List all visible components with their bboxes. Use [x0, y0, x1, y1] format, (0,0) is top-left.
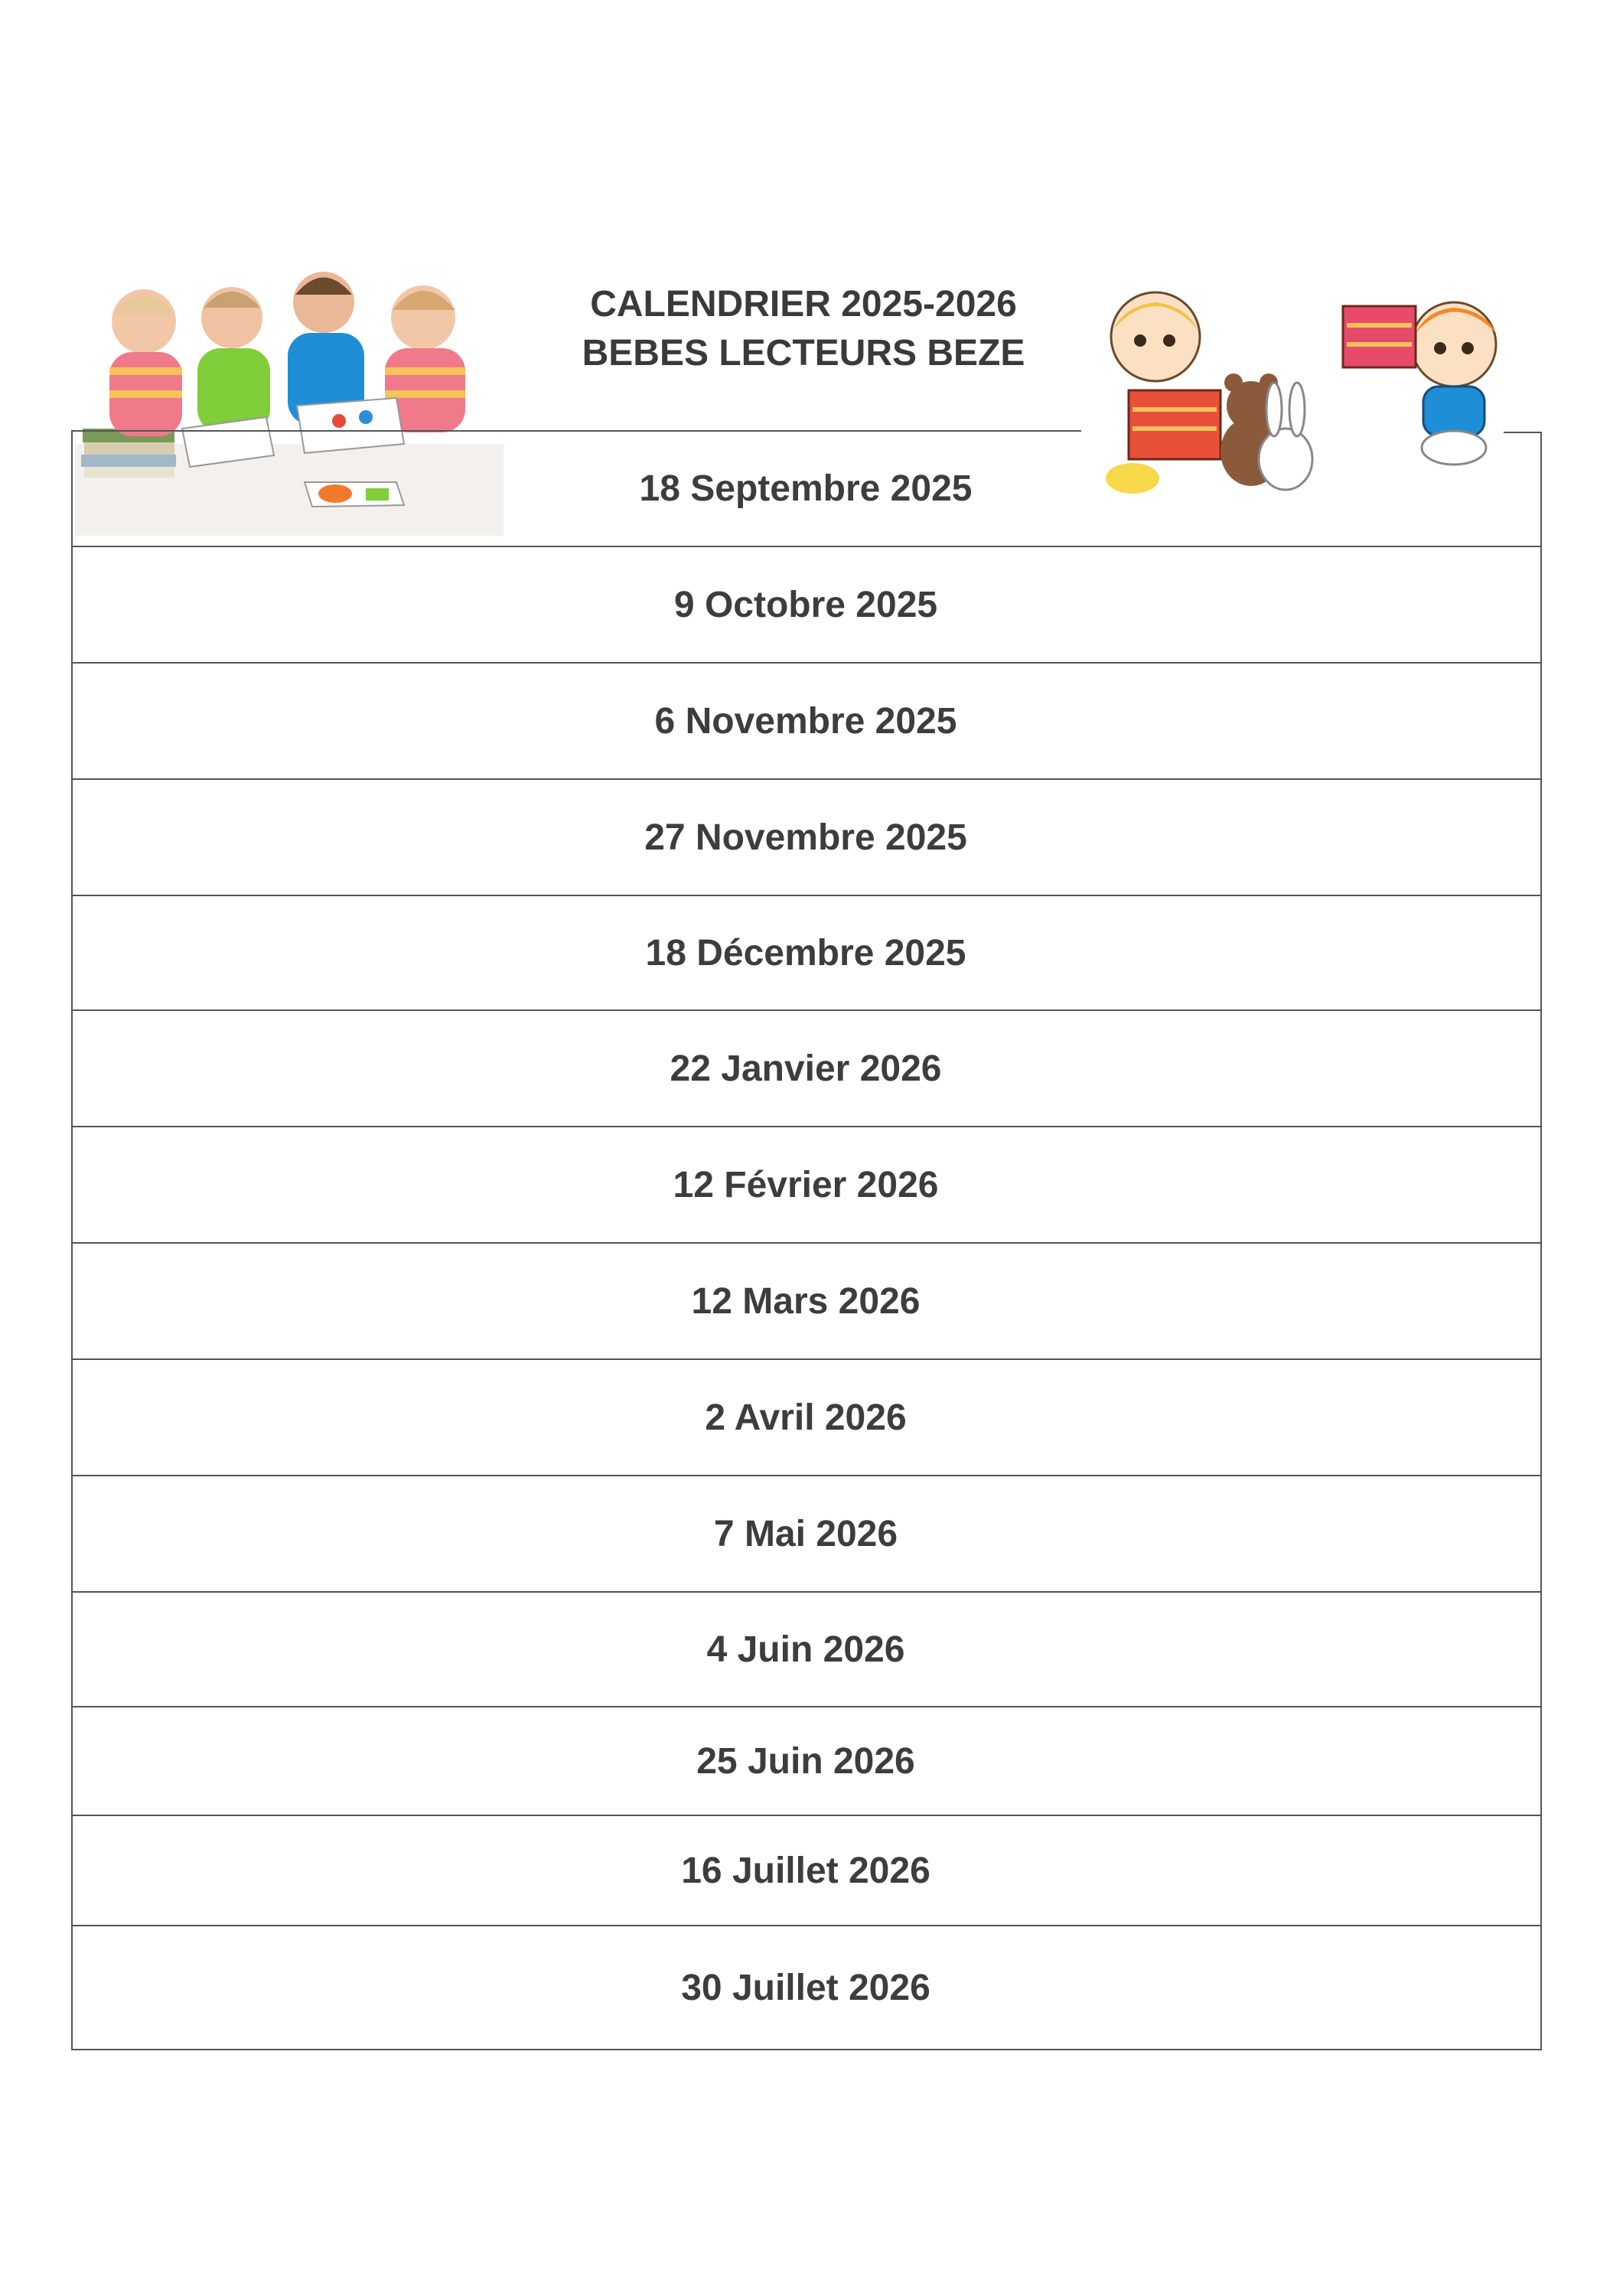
date-row: [71, 1127, 1540, 1243]
title-line-2: BEBES LECTEURS BEZE: [582, 333, 1025, 373]
date-row: [71, 1010, 1540, 1127]
date-row: [71, 1243, 1540, 1359]
date-label: 6 Novembre 2025: [654, 700, 957, 742]
table-right-border: [1540, 432, 1542, 2050]
date-label: 4 Juin 2026: [706, 1629, 905, 1670]
date-row: [71, 1359, 1540, 1476]
date-label: 30 Juillet 2026: [681, 1967, 930, 2008]
date-label: 27 Novembre 2025: [644, 817, 967, 858]
page-title: [505, 280, 1102, 378]
date-label: 16 Juillet 2026: [681, 1850, 930, 1891]
date-row: [71, 1592, 1540, 1707]
row-separator: [71, 2049, 1542, 2050]
date-row: [71, 779, 1540, 895]
date-row: [71, 430, 1540, 546]
date-row: [71, 1476, 1540, 1592]
date-row: [71, 895, 1540, 1010]
date-label: 18 Septembre 2025: [639, 468, 973, 509]
title-line-1: CALENDRIER 2025-2026: [590, 284, 1017, 325]
date-label: 9 Octobre 2025: [673, 584, 938, 625]
date-row: [71, 1926, 1540, 2050]
date-row: [71, 663, 1540, 779]
date-label: 12 Mars 2026: [691, 1280, 921, 1322]
date-label: 12 Février 2026: [673, 1164, 939, 1205]
date-label: 25 Juin 2026: [696, 1740, 915, 1782]
date-label: 18 Décembre 2025: [645, 932, 966, 974]
date-row: [71, 546, 1540, 663]
date-row: [71, 1815, 1540, 1926]
date-label: 2 Avril 2026: [705, 1397, 907, 1438]
date-label: 7 Mai 2026: [713, 1513, 898, 1554]
date-row: [71, 1707, 1540, 1815]
date-label: 22 Janvier 2026: [670, 1048, 942, 1089]
